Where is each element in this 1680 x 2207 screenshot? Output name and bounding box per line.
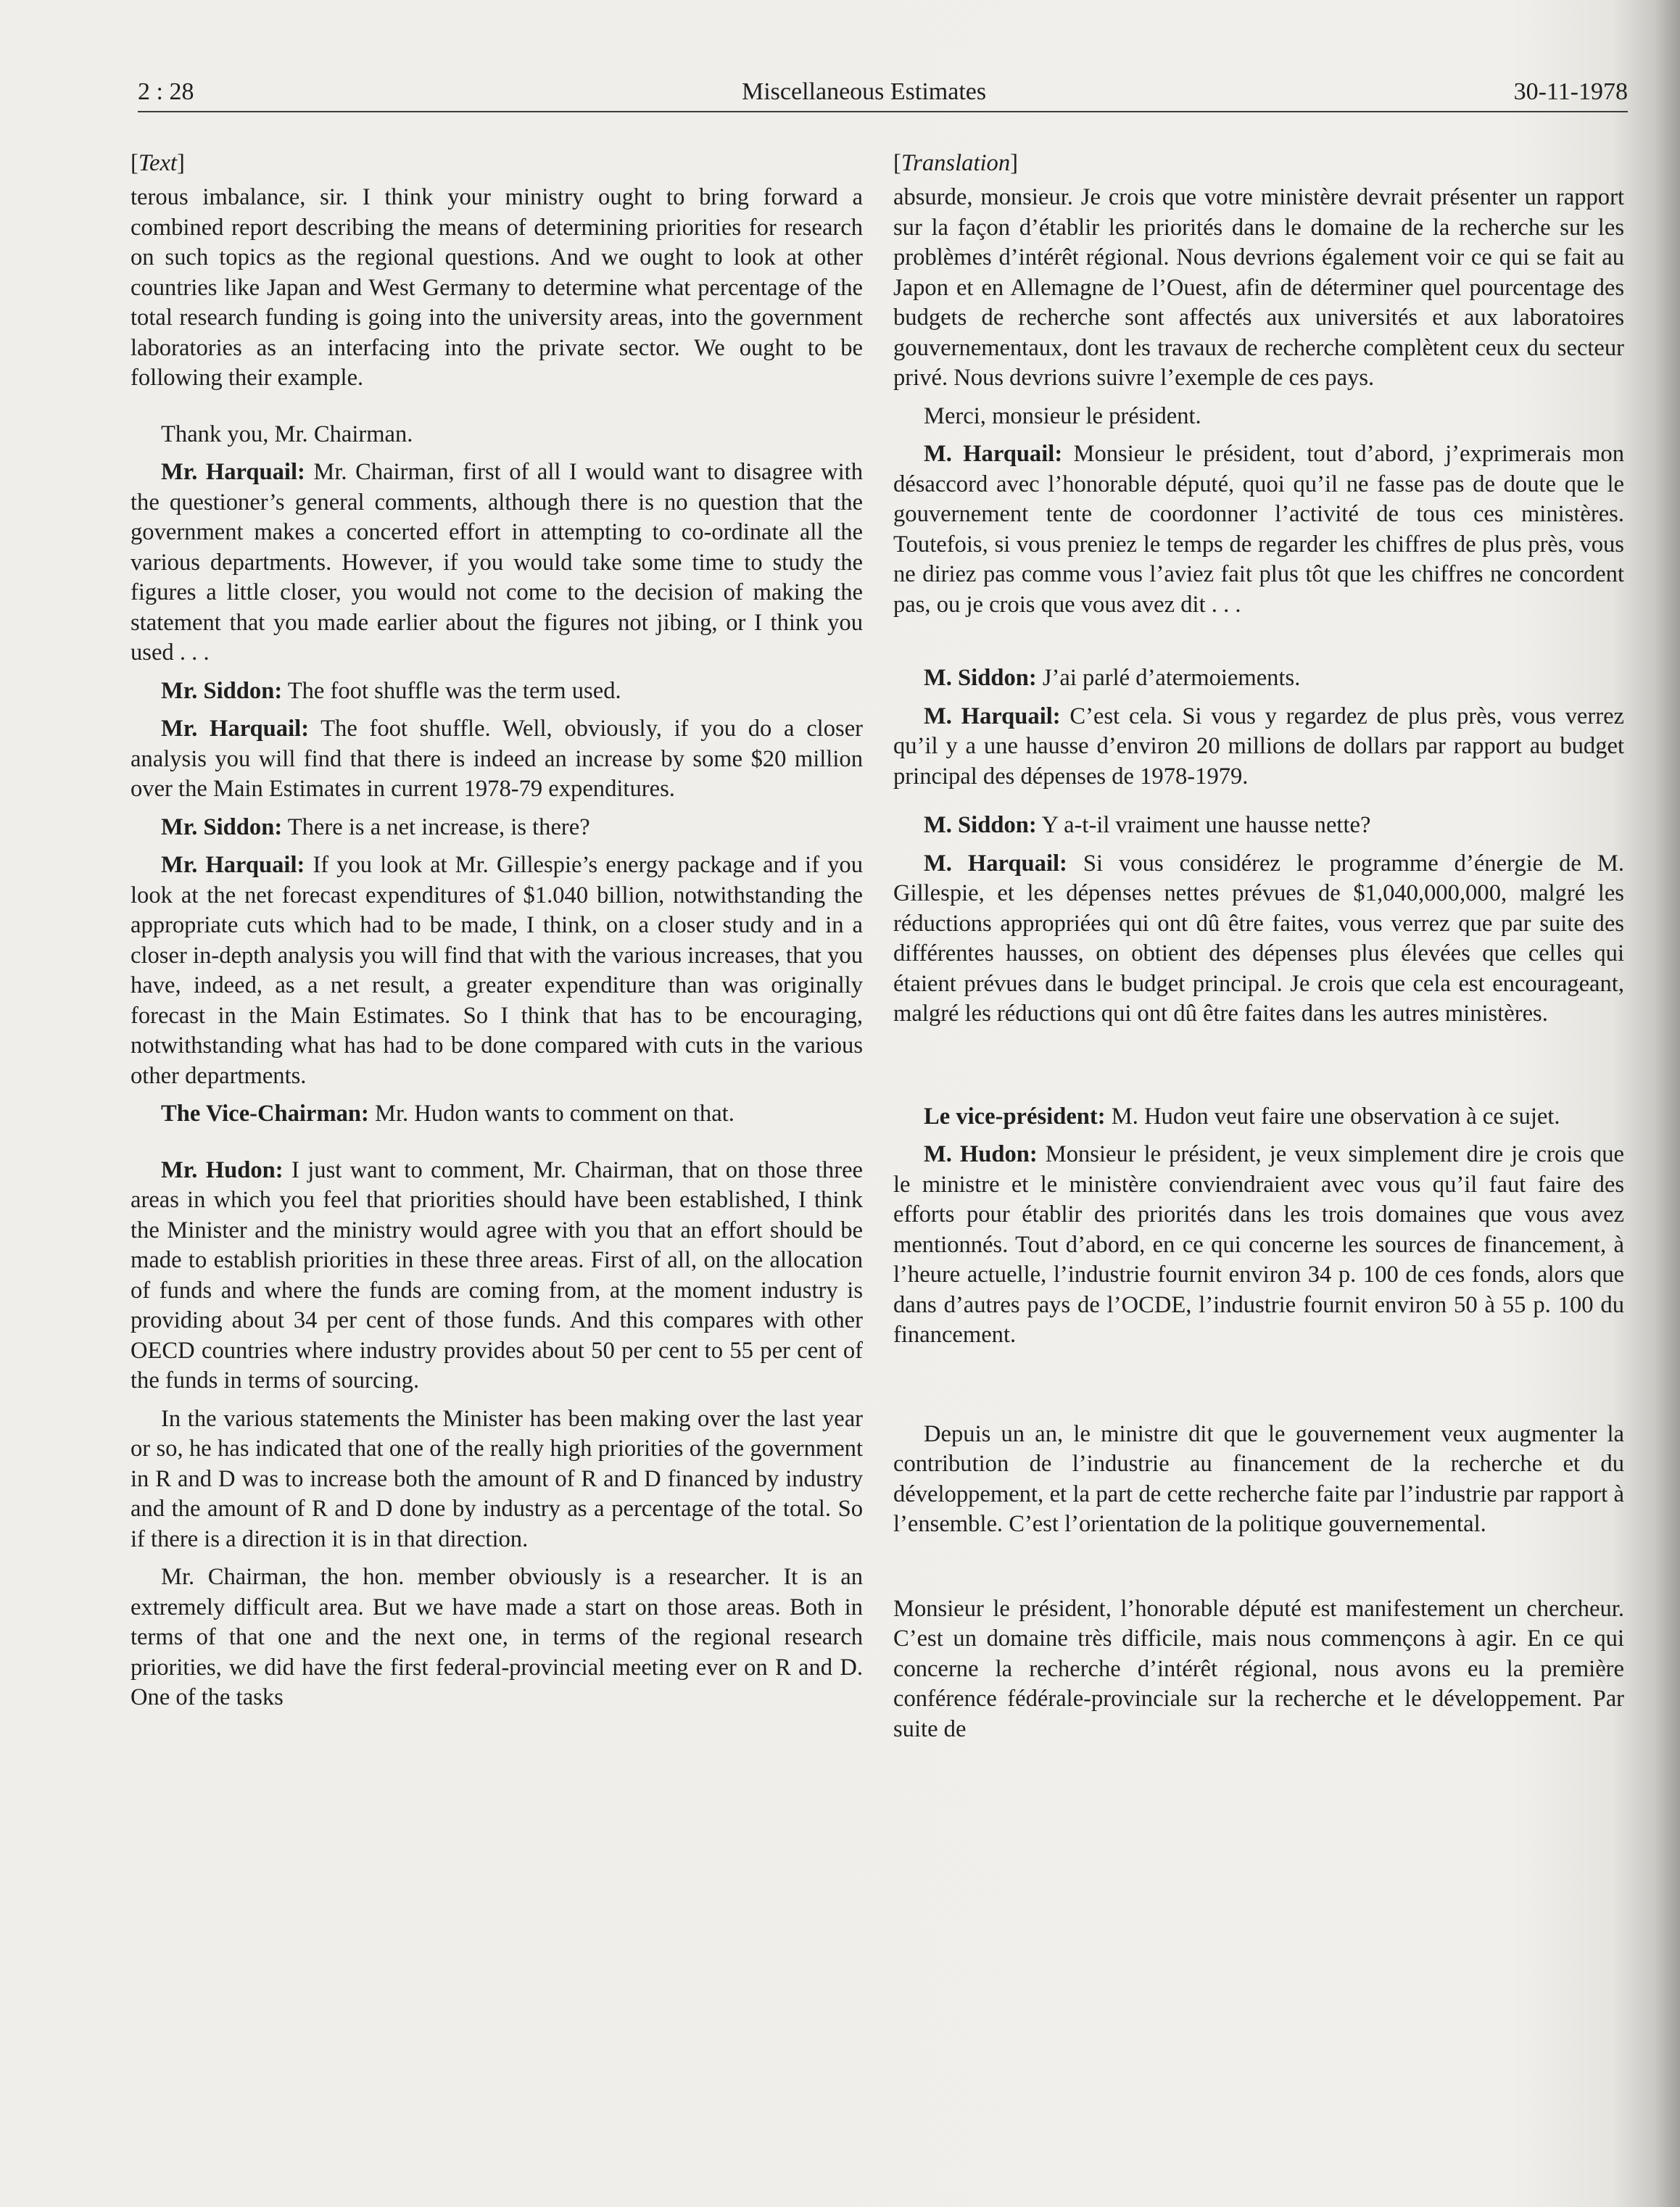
paragraph-text: J’ai parlé d’atermoiements.: [1036, 665, 1301, 691]
speaker-name: Mr. Harquail:: [161, 716, 310, 742]
paragraph: [131, 676, 863, 707]
paragraph-text: In the various statements the Minister has been making over the last year or so, he has indicated that one of the really high priorities of the government in R and D was to increase both the amount of R and D financed by industry and the amount of R and D done by industry as a percentage of the total. So if there is a direction it is in that direction.: [131, 1405, 863, 1552]
speaker-name: Mr. Siddon:: [161, 813, 283, 840]
paragraph: [893, 1140, 1624, 1351]
paragraph-text: If you look at Mr. Gillespie’s energy package and if you look at the net forecast expenditures of $1.040 billion, notwithstanding the appropriate cuts which had to be made, I think, on a closer study and in a closer in-depth analysis you will find that with the various increases, that you have, indeed, as a net result, a greater expenditure than was originally forecast in the Main Estimates. So I think that has to be encouraging, notwithstanding what has had to be done compared with cuts in the various other departments.: [131, 852, 863, 1089]
paragraph: [893, 1420, 1624, 1540]
speaker-name: Mr. Hudon:: [161, 1156, 284, 1183]
paragraph: [893, 183, 1624, 394]
paragraph-text: Si vous considérez le programme d’énergie de M. Gillespie, et les dépenses nettes prévues de $1,040,000,000, malgré les réductions appropriées qui ont dû être faites, vous verrez que par suite des différentes hausses, on obtient des dépenses plus élevées que celles qui étaient prévues dans le budget principal. Je crois que cela est encourageant, malgré les réductions qui ont dû être faites dans les autres ministères.: [893, 850, 1624, 1027]
paragraph-text: terous imbalance, sir. I think your ministry ought to bring forward a combined report describing the means of determining priorities for research on such topics as the regional questions. And we ought to look at other countries like Japan and West Germany to determine what percentage of the total research funding is going into the university areas, into the government laboratories as an interfacing into the private sector. We ought to be following their example.: [131, 184, 863, 391]
paragraph-text: Merci, monsieur le président.: [924, 402, 1201, 429]
speaker-name: The Vice-Chairman:: [161, 1101, 369, 1127]
paragraph: [131, 420, 863, 450]
paragraph: [893, 1594, 1624, 1745]
speaker-name: M. Harquail:: [924, 441, 1063, 467]
paragraph: [893, 439, 1624, 620]
speaker-name: Mr. Harquail:: [161, 459, 305, 485]
paragraph: [131, 850, 863, 1091]
speaker-name: Mr. Siddon:: [161, 677, 283, 704]
paragraph-text: Depuis un an, le ministre dit que le gouvernement veux augmenter la contribution de l’industrie au financement de la recherche et du développement, et la part de cette recherche faite par l’industrie par rapport à l’ensemble. C’est l’orientation de la politique gouvernemental.: [893, 1420, 1624, 1537]
paragraph: [131, 183, 863, 394]
page-header: [138, 78, 1628, 115]
language-label: [Text]: [131, 150, 185, 176]
speaker-name: M. Siddon:: [924, 665, 1037, 691]
paragraph: [893, 849, 1624, 1030]
page-number: 2 : 28: [138, 78, 194, 105]
speaker-name: M. Hudon:: [924, 1141, 1038, 1167]
french-column: [893, 149, 1624, 1744]
speaker-name: Mr. Harquail:: [161, 852, 305, 878]
paragraph: [131, 813, 863, 843]
paragraph: [893, 663, 1624, 694]
paragraph-text: Y a-t-il vraiment une hausse nette?: [1036, 812, 1371, 838]
paragraph-text: Mr. Hudon wants to comment on that.: [368, 1101, 735, 1127]
paragraph: [131, 714, 863, 805]
speaker-name: M. Harquail:: [924, 703, 1061, 729]
paragraph: [893, 811, 1624, 841]
paragraph-text: Mr. Chairman, the hon. member obviously is a researcher. It is an extremely difficult area. But we have made a start on those areas. Both in terms of that one and the next one, in terms of the regional research priorities, we did have the first federal-provincial meeting ever on R and D. One of the tasks: [131, 1564, 863, 1710]
paragraph: [131, 1404, 863, 1555]
paragraph: [131, 1156, 863, 1396]
running-title: Miscellaneous Estimates: [742, 78, 987, 105]
english-column: [131, 149, 863, 1713]
paragraph-text: The foot shuffle. Well, obviously, if you do a closer analysis you will find that there is indeed an increase by some $20 million over the Main Estimates in current 1978-79 expenditures.: [131, 716, 863, 802]
paragraph: [893, 1102, 1624, 1133]
paragraph: [131, 1562, 863, 1713]
paragraph: [131, 1099, 863, 1130]
paragraph-text: absurde, monsieur. Je crois que votre ministère devrait présenter un rapport sur la façon d’établir les priorités dans le domaine de la recherche sur les problèmes d’intérêt régional. Nous devrions également voir ce qui se fait au Japon et en Allemagne de l’Ouest, afin de déterminer quel pourcentage des budgets de recherche sont affectés aux universités et aux laboratoires gouvernementaux, dont les travaux de recherche complètent ceux du secteur privé. Nous devrions suivre l’exemple de ces pays.: [893, 184, 1624, 391]
paragraph: [893, 402, 1624, 432]
paragraph-text: Thank you, Mr. Chairman.: [161, 421, 413, 447]
paragraph-text: C’est cela. Si vous y regardez de plus près, vous verrez qu’il y a une hausse d’environ 20 millions de dollars par rapport au budget principal des dépenses de 1978-1979.: [893, 703, 1624, 790]
paragraph-text: There is a net increase, is there?: [282, 813, 590, 840]
paragraph: [893, 702, 1624, 792]
speaker-name: Le vice-président:: [924, 1103, 1106, 1130]
paragraph-text: Mr. Chairman, first of all I would want to disagree with the questioner’s general comments, although there is no question that the government makes a concerted effort in attempting to co-ordinate all the various departments. However, if you would take some time to study the figures a little closer, you would not come to the decision of making the statement that you made earlier about the figures not jibing, or I think you used . . .: [131, 459, 864, 666]
paragraph-text: I just want to comment, Mr. Chairman, that on those three areas in which you feel that priorities should have been established, I think the Minister and the ministry would agree with you that an effort should be made to establish priorities in these three areas. First of all, on the allocation of funds and where the funds are coming from, at the moment industry is providing about 34 per cent of those funds. And this compares with other OECD countries where industry provides about 50 per cent to 55 per cent of the funds in terms of sourcing.: [131, 1156, 863, 1394]
speaker-name: M. Siddon:: [924, 812, 1037, 838]
speaker-name: M. Harquail:: [924, 850, 1067, 877]
paragraph-text: M. Hudon veut faire une observation à ce sujet.: [1105, 1103, 1560, 1130]
language-label: [Translation]: [893, 150, 1018, 176]
paragraph-text: Monsieur le président, tout d’abord, j’exprimerais mon désaccord avec l’honorable député, quoi qu’il ne fasse pas de doute que le gouvernement tente de coordonner l’activité de tous ces ministères. Toutefois, si vous preniez le temps de regarder les chiffres de plus près, vous ne diriez pas comme vous l’aviez fait plus tôt que les chiffres ne concordent pas, ou je crois que vous avez dit . . .: [893, 441, 1624, 618]
paragraph-text: Monsieur le président, je veux simplement dire je crois que le ministre et le ministère conviendraient avec vous qu’il faut faire des efforts pour établir des priorités dans les trois domaines que vous avez mentionnés. Tout d’abord, en ce qui concerne les sources de financement, à l’heure actuelle, l’industrie fournit environ 34 p. 100 de ces fonds, alors que dans d’autres pays de l’OCDE, l’industrie fournit environ 50 à 55 p. 100 du financement.: [893, 1141, 1625, 1348]
paragraph-text: Monsieur le président, l’honorable député est manifestement un chercheur. C’est un domaine très difficile, mais nous commençons à agir. En ce qui concerne la recherche d’intérêt régional, nous avons eu la première conférence fédérale-provinciale sur la recherche et le développement. Par suite de: [893, 1595, 1624, 1742]
paragraph-text: The foot shuffle was the term used.: [282, 677, 621, 704]
page-date: 30-11-1978: [1513, 78, 1628, 105]
header-rule: [138, 111, 1628, 112]
paragraph: [131, 457, 863, 668]
